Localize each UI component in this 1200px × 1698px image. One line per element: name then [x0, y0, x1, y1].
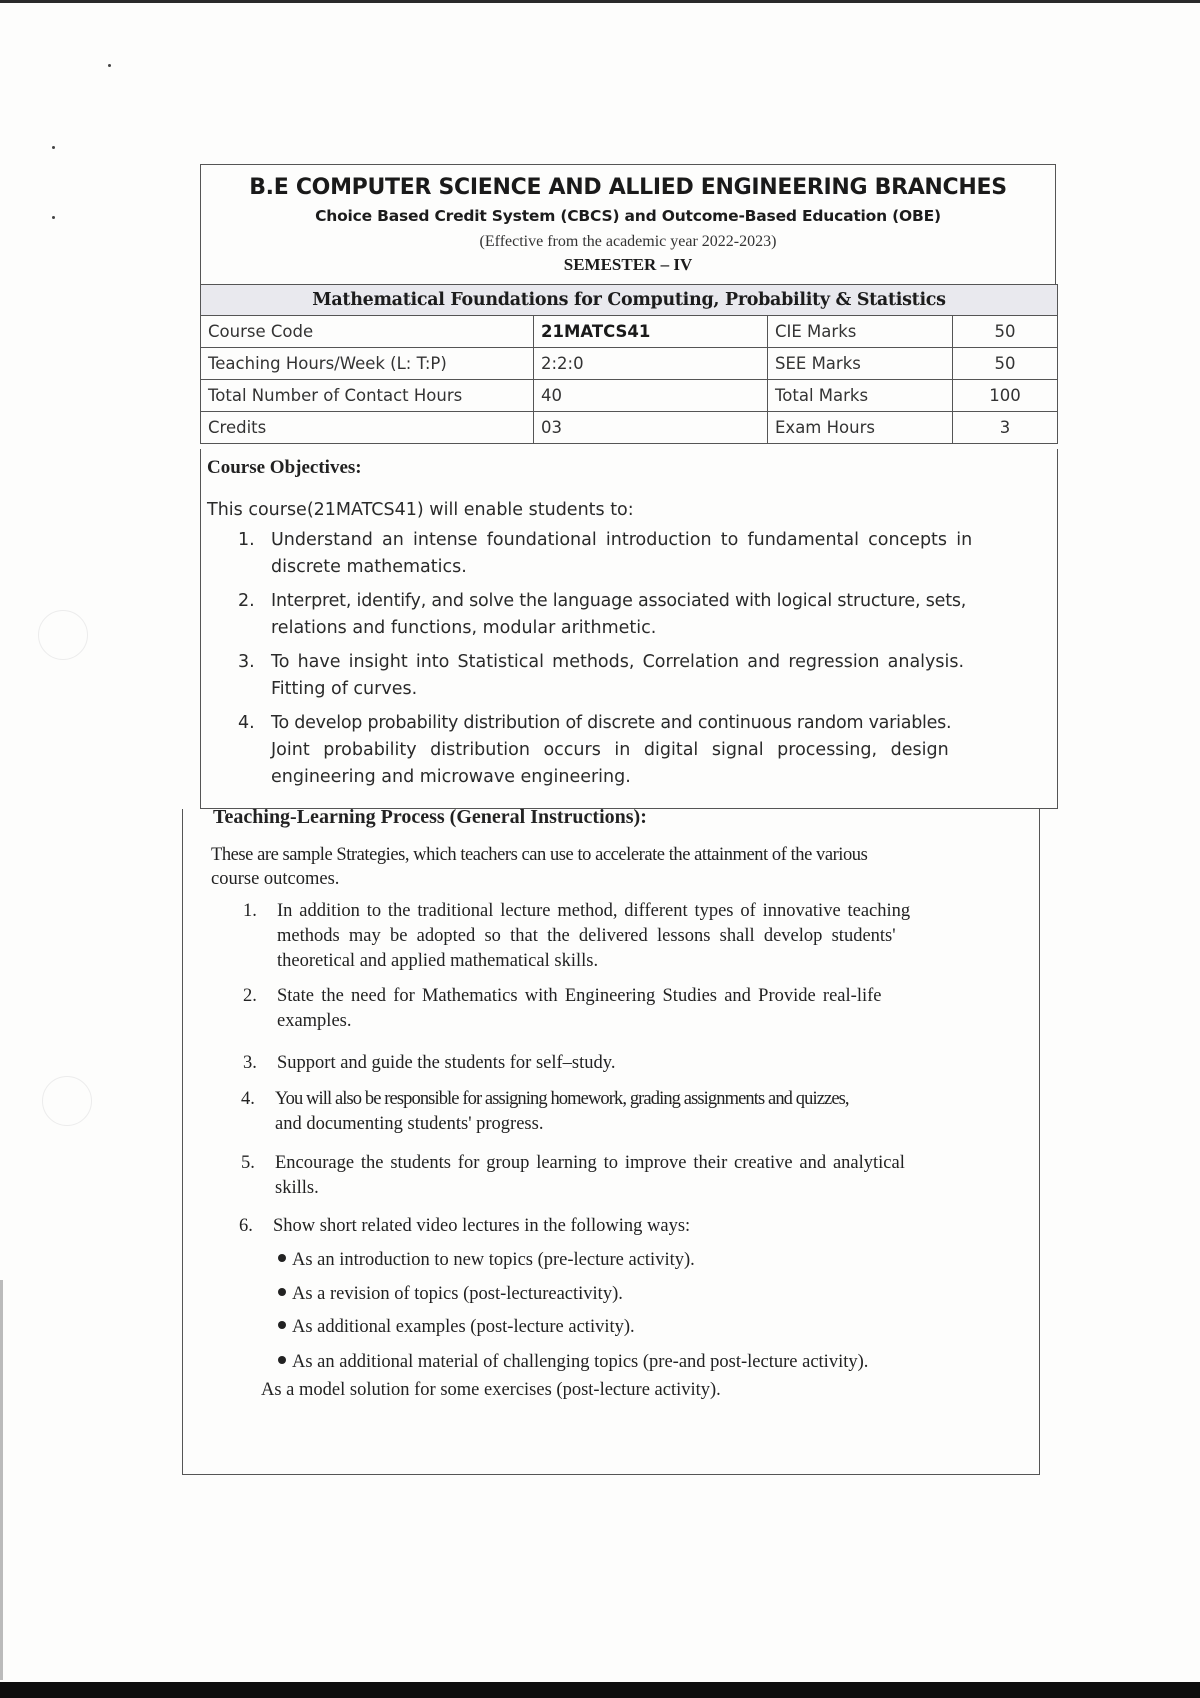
list-item: Show short related video lectures in the following ways:: [273, 1216, 691, 1236]
bullet-item: [278, 1352, 868, 1373]
list-number: 3.: [238, 652, 255, 672]
table-cell: Teaching Hours/Week (L: T:P): [201, 348, 534, 380]
list-item: Joint probability distribution occurs in digital signal processing, design: [271, 740, 949, 760]
syllabus-header: [200, 164, 1056, 284]
scheme-subtitle: Choice Based Credit System (CBCS) and Outcome-Based Education (OBE): [315, 207, 941, 225]
teaching-intro-line: These are sample Strategies, which teachers can use to accelerate the attainment of the various: [211, 845, 868, 865]
bullet-text: As an introduction to new topics (pre-lecture activity).: [292, 1250, 695, 1270]
table-cell: Total Marks: [768, 380, 953, 412]
bullet-item: [278, 1317, 635, 1338]
table-cell: Credits: [201, 412, 534, 444]
punch-hole-mark: [42, 1076, 92, 1126]
list-item: examples.: [277, 1011, 352, 1031]
course-code-value: 21MATCS41: [534, 316, 768, 348]
list-number: 6.: [239, 1216, 253, 1236]
list-item: Understand an intense foundational introduction to fundamental concepts in: [271, 530, 973, 550]
bullet-icon: [278, 1356, 286, 1364]
list-item: In addition to the traditional lecture method, different types of innovative teaching: [277, 901, 911, 921]
list-number: 4.: [241, 1089, 255, 1109]
table-cell: 40: [534, 380, 768, 412]
program-title: B.E COMPUTER SCIENCE AND ALLIED ENGINEERING BRANCHES: [249, 175, 1007, 200]
table-cell: 100: [953, 380, 1058, 412]
list-item: State the need for Mathematics with Engineering Studies and Provide real-life: [277, 986, 882, 1006]
list-item: You will also be responsible for assigning homework, grading assignments and quizzes,: [275, 1089, 849, 1109]
bullet-item: [278, 1250, 695, 1271]
list-item: and documenting students' progress.: [275, 1114, 544, 1134]
list-number: 1.: [238, 530, 255, 550]
objectives-heading: Course Objectives:: [207, 457, 362, 478]
teaching-intro-line: course outcomes.: [211, 869, 340, 889]
table-row: [201, 412, 1058, 444]
bullet-text: As additional examples (post-lecture activity).: [292, 1317, 635, 1337]
list-item: discrete mathematics.: [271, 557, 467, 577]
list-item: Encourage the students for group learning to improve their creative and analytical: [275, 1153, 905, 1173]
list-item: skills.: [275, 1178, 319, 1198]
table-cell: 50: [953, 348, 1058, 380]
table-cell: 50: [953, 316, 1058, 348]
bullet-item: [278, 1284, 623, 1305]
bullet-text: As an additional material of challenging topics (pre-and post-lecture activity).: [292, 1352, 869, 1372]
list-number: 4.: [238, 713, 255, 733]
table-row: [201, 348, 1058, 380]
list-item: Support and guide the students for self–study.: [277, 1053, 616, 1073]
table-cell: 03: [534, 412, 768, 444]
table-cell: Exam Hours: [768, 412, 953, 444]
table-cell: 3: [953, 412, 1058, 444]
list-item: theoretical and applied mathematical skills.: [277, 951, 599, 971]
list-item: methods may be adopted so that the delivered lessons shall develop students': [277, 926, 896, 946]
table-row: [201, 380, 1058, 412]
scan-edge-bottom: [0, 1682, 1200, 1698]
list-item: To have insight into Statistical methods, Correlation and regression analysis.: [271, 652, 965, 672]
list-number: 1.: [243, 901, 257, 921]
punch-hole-mark: [38, 610, 88, 660]
list-item: relations and functions, modular arithmetic.: [271, 618, 657, 638]
table-cell: Total Number of Contact Hours: [201, 380, 534, 412]
list-item: Fitting of curves.: [271, 679, 418, 699]
list-number: 5.: [241, 1153, 255, 1173]
list-number: 2.: [243, 986, 257, 1006]
scan-edge-left: [0, 1280, 3, 1680]
scan-speck: [52, 216, 55, 219]
list-item: To develop probability distribution of discrete and continuous random variables.: [271, 713, 952, 733]
objectives-intro: This course(21MATCS41) will enable students to:: [207, 500, 634, 520]
teaching-heading: Teaching-Learning Process (General Instructions):: [213, 806, 647, 828]
list-number: 3.: [243, 1053, 257, 1073]
course-title: Mathematical Foundations for Computing, Probability & Statistics: [200, 284, 1058, 316]
scan-speck: [108, 64, 111, 67]
table-cell: SEE Marks: [768, 348, 953, 380]
list-number: 2.: [238, 591, 255, 611]
effective-year: (Effective from the academic year 2022-2023): [479, 233, 777, 250]
bullet-icon: [278, 1254, 286, 1262]
table-cell: 2:2:0: [534, 348, 768, 380]
scan-edge-top: [0, 0, 1200, 3]
table-cell: Course Code: [201, 316, 534, 348]
bullet-icon: [278, 1321, 286, 1329]
course-info-table: [200, 315, 1058, 444]
scan-speck: [52, 146, 55, 149]
table-row: [201, 316, 1058, 348]
bullet-icon: [278, 1288, 286, 1296]
bullet-text: As a revision of topics (post-lectureactivity).: [292, 1284, 623, 1304]
list-item: Interpret, identify, and solve the language associated with logical structure, sets,: [271, 591, 967, 611]
semester-label: SEMESTER – IV: [563, 255, 693, 274]
table-cell: CIE Marks: [768, 316, 953, 348]
list-item: engineering and microwave engineering.: [271, 767, 631, 787]
closing-line: As a model solution for some exercises (post-lecture activity).: [261, 1380, 721, 1400]
